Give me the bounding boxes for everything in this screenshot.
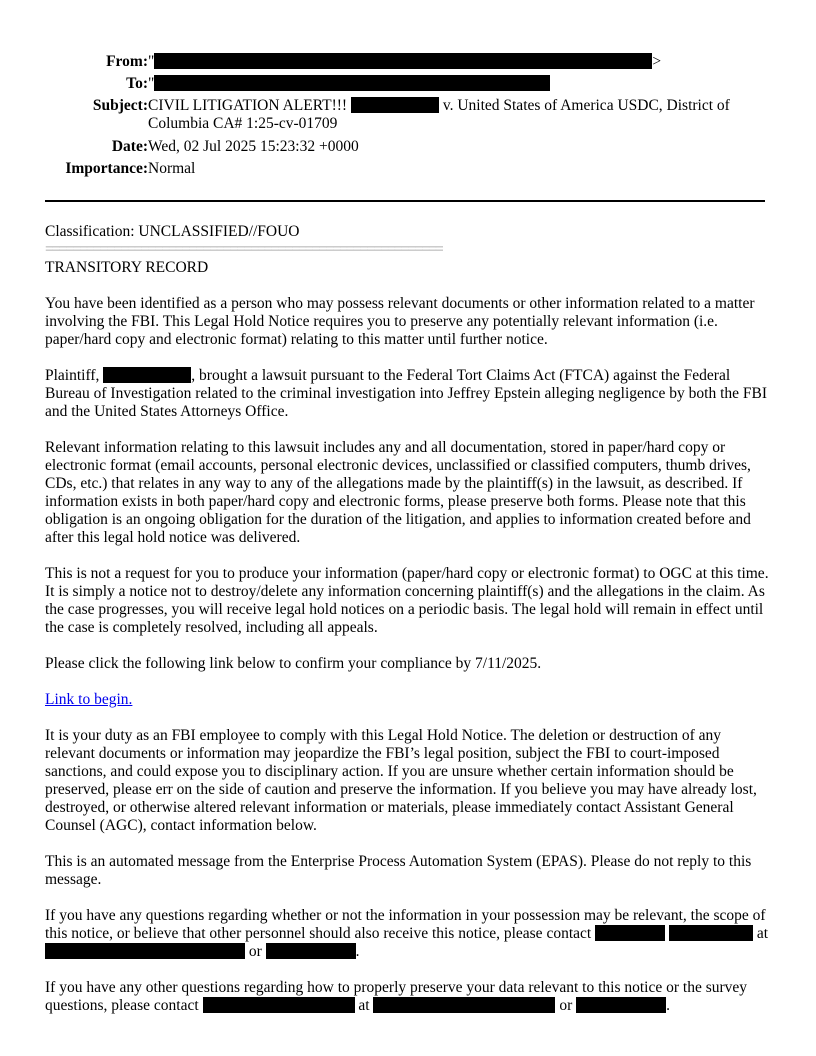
redaction bbox=[669, 925, 753, 941]
redaction bbox=[45, 943, 245, 959]
email-header bbox=[45, 53, 771, 179]
to-label: To: bbox=[126, 75, 148, 92]
importance-value: Normal bbox=[148, 160, 196, 177]
redaction bbox=[203, 997, 355, 1013]
redaction bbox=[576, 997, 666, 1013]
paragraph-duty: It is your duty as an FBI employee to comply with this Legal Hold Notice. The deletion or destruction of any relevant documents or information may jeopardize the FBI’s legal position, subject the FBI to court-imposed sanctions, and could expose you to disciplinary action. If you are unsure whether certain information should be preserved, please err on the side of caution and preserve the information. If you believe you may have already lost, destroyed, or otherwise altered relevant information or materials, please immediately contact Assistant General Counsel (AGC), contact information below. bbox=[45, 727, 757, 834]
paragraph-automated: This is an automated message from the Enterprise Process Automation System (EPAS). Please do not reply to this message. bbox=[45, 853, 752, 888]
subject-label: Subject: bbox=[92, 97, 148, 114]
paragraph-contact-data: If you have any other questions regarding how to properly preserve your data relevant to this notice or the survey questions, please contact at or . bbox=[45, 979, 748, 1014]
paragraph-identification: You have been identified as a person who may possess relevant documents or other information related to a matter involving the FBI. This Legal Hold Notice requires you to preserve any potentially relevant information (i.e. paper/hard copy and electronic format) relating to this matter until further notice. bbox=[45, 295, 755, 348]
paragraph-contact-relevance: If you have any questions regarding whether or not the information in your possession may be relevant, the scope of this notice, or believe that other personnel should also receive this notice, please contact at or . bbox=[45, 907, 769, 960]
date-value: Wed, 02 Jul 2025 15:23:32 +0000 bbox=[148, 138, 359, 155]
paragraph-relevant-information: Relevant information relating to this lawsuit includes any and all documentation, stored in paper/hard copy or electronic format (email accounts, personal electronic devices, unclassified or classified computers, thumb drives, CDs, etc.) that relates in any way to any of the allegations made by the plaintiff(s) in the lawsuit, as described. If information exists in both paper/hard copy and electronic forms, please preserve both forms. Please note that this obligation is an ongoing obligation for the duration of the litigation, and applies to information created before and after this legal hold notice was delivered. bbox=[45, 439, 751, 546]
record-type: TRANSITORY RECORD bbox=[45, 259, 209, 276]
to-value: " bbox=[148, 75, 771, 93]
subject-value: CIVIL LITIGATION ALERT!!! v. United States of America USDC, District of Columbia CA# 1:25-cv-01709 bbox=[148, 97, 730, 132]
from-label: From: bbox=[106, 53, 148, 70]
redaction bbox=[154, 53, 652, 69]
redaction bbox=[154, 75, 550, 91]
redaction bbox=[351, 97, 439, 113]
date-label: Date: bbox=[111, 138, 148, 155]
paragraph-confirm: Please click the following link below to confirm your compliance by 7/11/2025. bbox=[45, 655, 542, 672]
paragraph-not-a-request: This is not a request for you to produce your information (paper/hard copy or electronic format) to OGC at this time. It is simply a notice not to destroy/delete any information concerning plaintiff(s) and the allegations in the claim. As the case progresses, you will receive legal hold notices on a periodic basis. The legal hold will remain in effect until the case is completely resolved, including all appeals. bbox=[45, 565, 769, 636]
redaction bbox=[266, 943, 356, 959]
email-body bbox=[45, 223, 771, 1033]
importance-label: Importance: bbox=[65, 160, 148, 177]
redaction bbox=[595, 925, 665, 941]
separator-line: ========================================================== bbox=[45, 241, 442, 258]
link-paragraph bbox=[45, 691, 771, 709]
header-divider bbox=[45, 200, 765, 202]
begin-link[interactable]: Link to begin. bbox=[45, 691, 133, 708]
from-value: " > bbox=[148, 53, 662, 70]
paragraph-plaintiff: Plaintiff, , brought a lawsuit pursuant to the Federal Tort Claims Act (FTCA) against the Federal Bureau of Investigation related to the criminal investigation into Jeffrey Epstein alleging negligence by both the FBI and the United States Attorneys Office. bbox=[45, 367, 767, 420]
redaction bbox=[103, 367, 191, 383]
redaction bbox=[373, 997, 555, 1013]
classification-line: Classification: UNCLASSIFIED//FOUO bbox=[45, 223, 300, 240]
email-printout bbox=[45, 53, 771, 1014]
